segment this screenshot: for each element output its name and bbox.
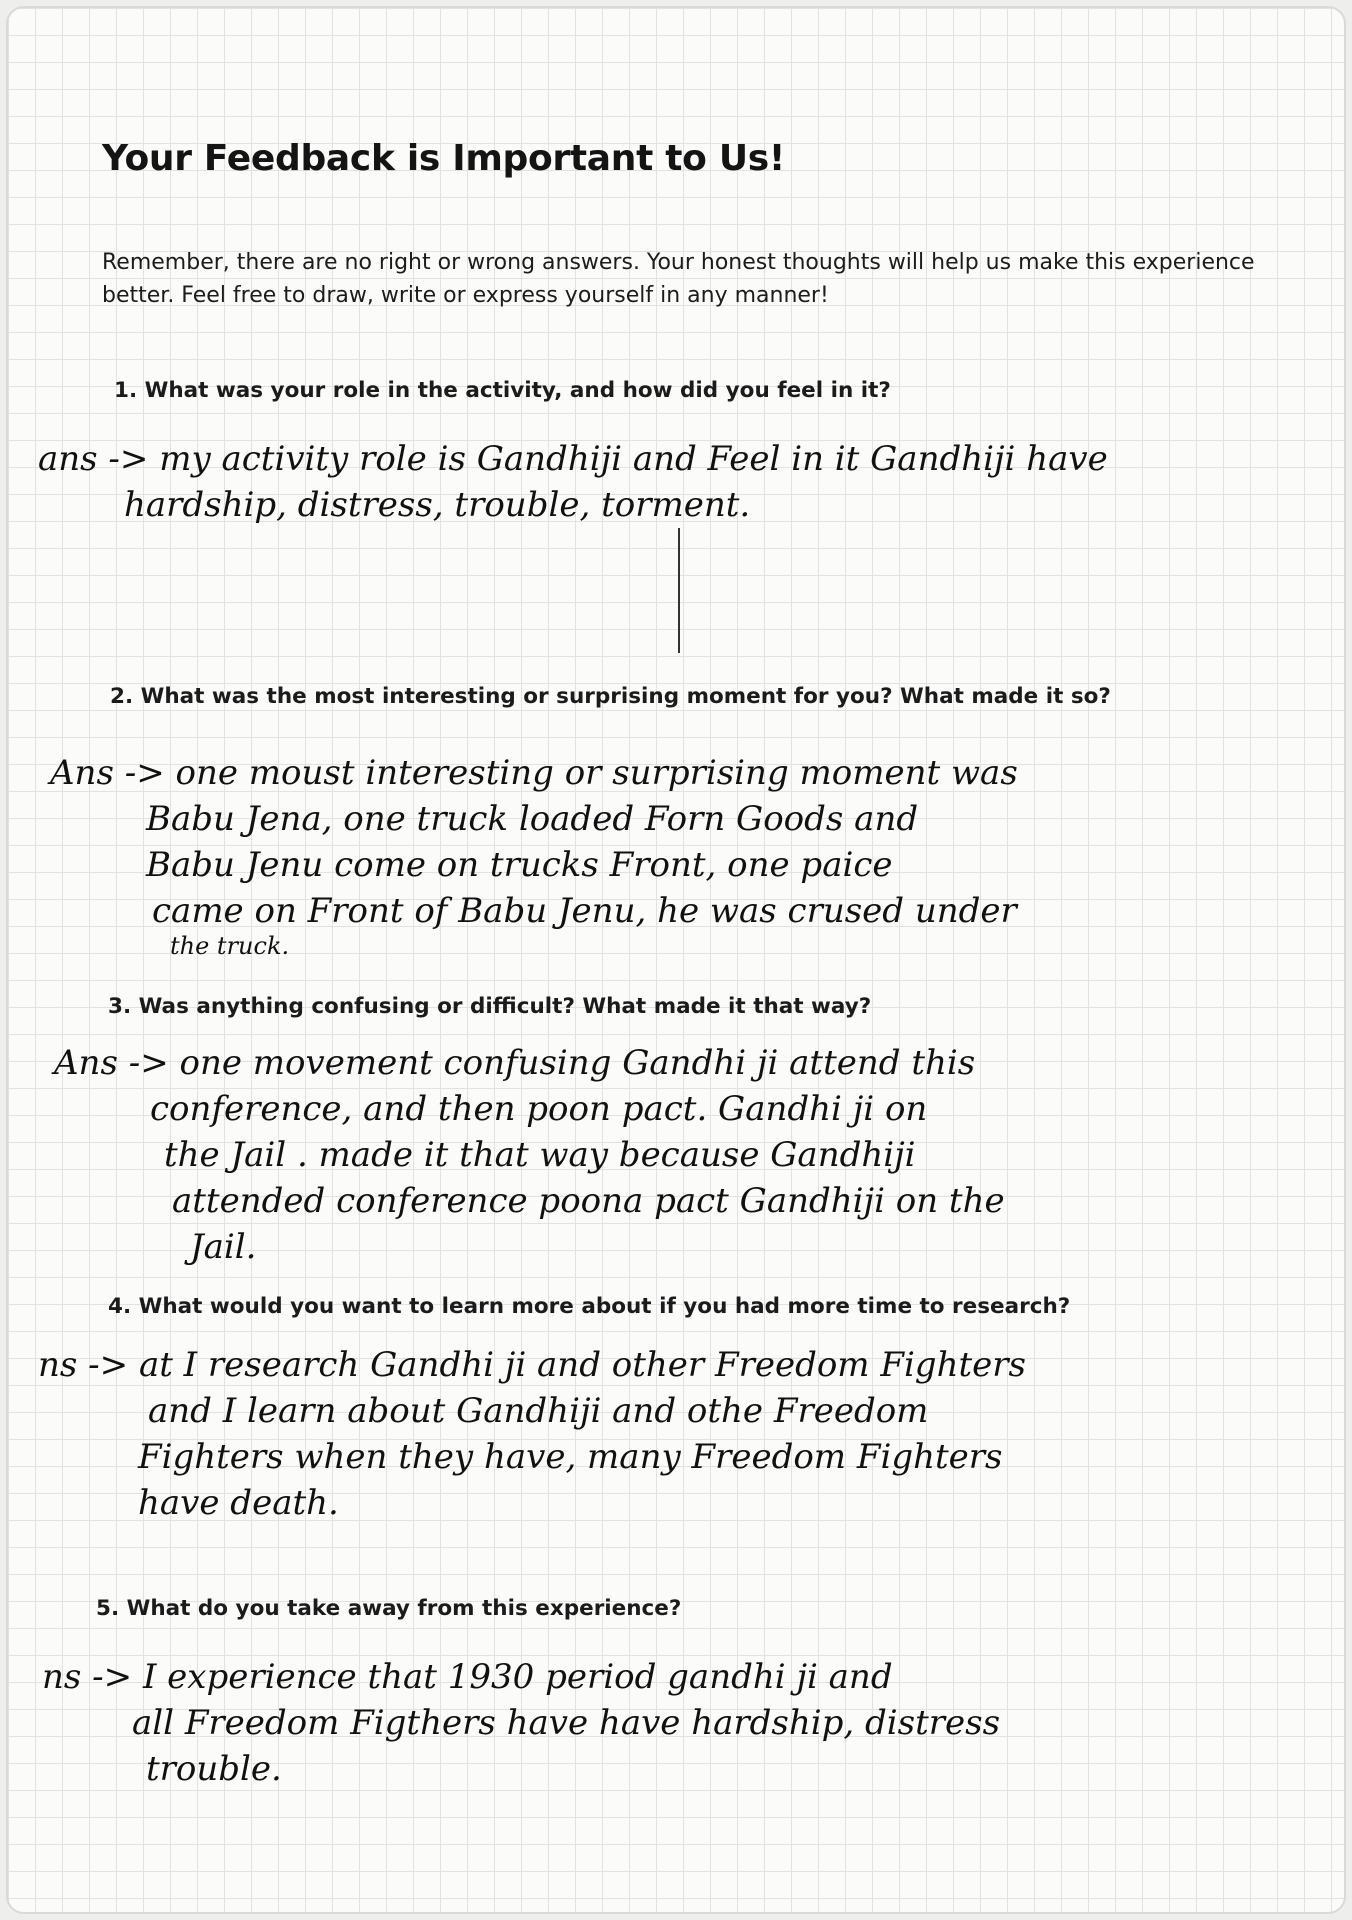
answer-line: attended conference poona pact Gandhiji on the [172,1181,1005,1221]
answer-line: Ans -> one moust interesting or surprising moment was [50,753,1018,793]
page-title: Your Feedback is Important to Us! [102,138,786,179]
answer-line: Jail. [190,1227,257,1267]
answer-line: hardship, distress, trouble, torment. [124,485,751,525]
answer-line: the Jail . made it that way because Gandhiji [164,1135,916,1175]
question-3: 3. Was anything confusing or difficult? What made it that way? [108,994,872,1019]
answer-1 [38,436,1108,528]
answer-line: have death. [138,1483,339,1523]
answer-line: conference, and then poon pact. Gandhi ji on [150,1089,928,1129]
answer-5 [42,1654,1000,1792]
answer-2 [50,750,1018,958]
answer-line: all Freedom Figthers have have hardship, distress [132,1703,1001,1743]
answer-line: came on Front of Babu Jenu, he was crused under [152,891,1017,931]
answer-4 [38,1342,1026,1526]
answer-line: and I learn about Gandhiji and othe Freedom [148,1391,929,1431]
question-1: 1. What was your role in the activity, and how did you feel in it? [114,378,891,403]
answer-line: ns -> at I research Gandhi ji and other Freedom Fighters [38,1345,1026,1385]
question-2: 2. What was the most interesting or surprising moment for you? What made it so? [110,684,1111,709]
answer-line: ns -> I experience that 1930 period gandhi ji and [42,1657,893,1697]
answer-line: the truck. [170,932,290,960]
answer-line: Babu Jenu come on trucks Front, one paice [146,845,893,885]
answer-3 [54,1040,1005,1270]
pen-stroke [678,528,680,653]
feedback-sheet [6,6,1346,1914]
answer-line: Fighters when they have, many Freedom Fighters [138,1437,1003,1477]
answer-line: trouble. [146,1749,282,1789]
answer-line: Babu Jena, one truck loaded Forn Goods and [146,799,919,839]
answer-line: ans -> my activity role is Gandhiji and Feel in it Gandhiji have [38,439,1108,479]
answer-line: Ans -> one movement confusing Gandhi ji attend this [54,1043,976,1083]
question-5: 5. What do you take away from this experience? [96,1596,682,1621]
intro-text: Remember, there are no right or wrong answers. Your honest thoughts will help us make this experience better. Feel free to draw, write or express yourself in any manner! [102,250,1255,308]
question-4: 4. What would you want to learn more about if you had more time to research? [108,1294,1071,1319]
